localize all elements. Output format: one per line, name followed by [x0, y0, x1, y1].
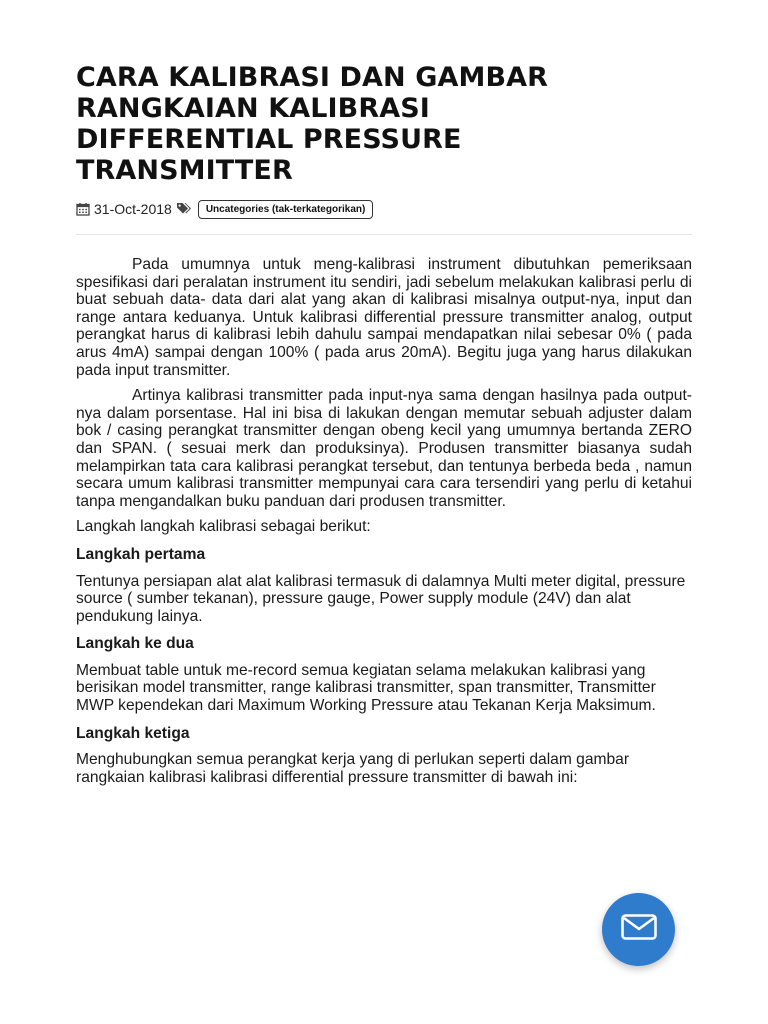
category-badge[interactable]: Uncategories (tak-terkategorikan) — [198, 200, 374, 219]
paragraph: Langkah langkah kalibrasi sebagai berikut: — [76, 518, 371, 536]
step-heading: Langkah ke dua — [76, 635, 194, 653]
step-heading: Langkah ketiga — [76, 724, 190, 742]
paragraph: Artinya kalibrasi transmitter pada input-nya sama dengan hasilnya pada output-nya dalam porsentase. Hal ini bisa di lakukan dengan memutar sebuah adjuster dalam bok / casing perangkat transmitter dengan obeng kecil yang umumnya bertanda ZERO dan SPAN. ( sesuai merk dan produksinya). Produsen transmitter biasanya sudah melampirkan tata cara kalibrasi perangkat tersebut, dan tentunya berbeda beda , namun secara umum kalibrasi transmitter mempunyai cara cara tersendiri yang perlu di ketahui tanpa mengandalkan buku panduan dari produsen transmitter. — [76, 387, 692, 510]
calendar-icon — [76, 202, 90, 216]
step-text: Tentunya persiapan alat alat kalibrasi termasuk di dalamnya Multi meter digital, pressure source ( sumber tekanan), pressure gauge, Power supply module (24V) dan alat pendukung lainya. — [76, 572, 686, 625]
title-line: RANGKAIAN KALIBRASI — [76, 93, 430, 124]
paragraph: Pada umumnya untuk meng-kalibrasi instrument dibutuhkan pemeriksaan spesifikasi dari peralatan instrument itu sendiri, jadi sebelum melakukan kalibrasi perlu di buat sebuah data- data dari alat yang akan di kalibrasi misalnya output-nya, input dan range antara keduanya. Untuk kalibrasi differential pressure transmitter analog, output perangkat harus di kalibrasi lebih dahulu sampai mendapatkan nilai sebesar 0% ( pada arus 4mA) sampai dengan 100% ( pada arus 20mA). Begitu juga yang harus dilakukan pada input transmitter. — [76, 256, 692, 379]
title-line: CARA KALIBRASI DAN GAMBAR — [76, 62, 549, 93]
contact-mail-button[interactable] — [602, 893, 675, 966]
title-line: DIFFERENTIAL PRESSURE — [76, 124, 462, 155]
post-date: 31-Oct-2018 — [94, 201, 172, 217]
step-text: Menghubungkan semua perangkat kerja yang di perlukan seperti dalam gambar rangkaian kalibrasi kalibrasi differential pressure transmitter di bawah ini: — [76, 751, 630, 786]
post-meta — [76, 198, 692, 220]
title-line: TRANSMITTER — [76, 155, 293, 186]
envelope-icon — [621, 914, 657, 945]
tags-icon — [176, 202, 192, 216]
article — [76, 62, 692, 796]
step-heading: Langkah pertama — [76, 545, 206, 563]
page-title — [76, 62, 692, 186]
step-text: Membuat table untuk me-record semua kegiatan selama melakukan kalibrasi yang berisikan model transmitter, range kalibrasi transmitter, span transmitter, Transmitter MWP kependekan dari Maximum Working Pressure atau Tekanan Kerja Maksimum. — [76, 661, 656, 715]
divider — [76, 234, 692, 235]
article-body — [76, 256, 692, 786]
